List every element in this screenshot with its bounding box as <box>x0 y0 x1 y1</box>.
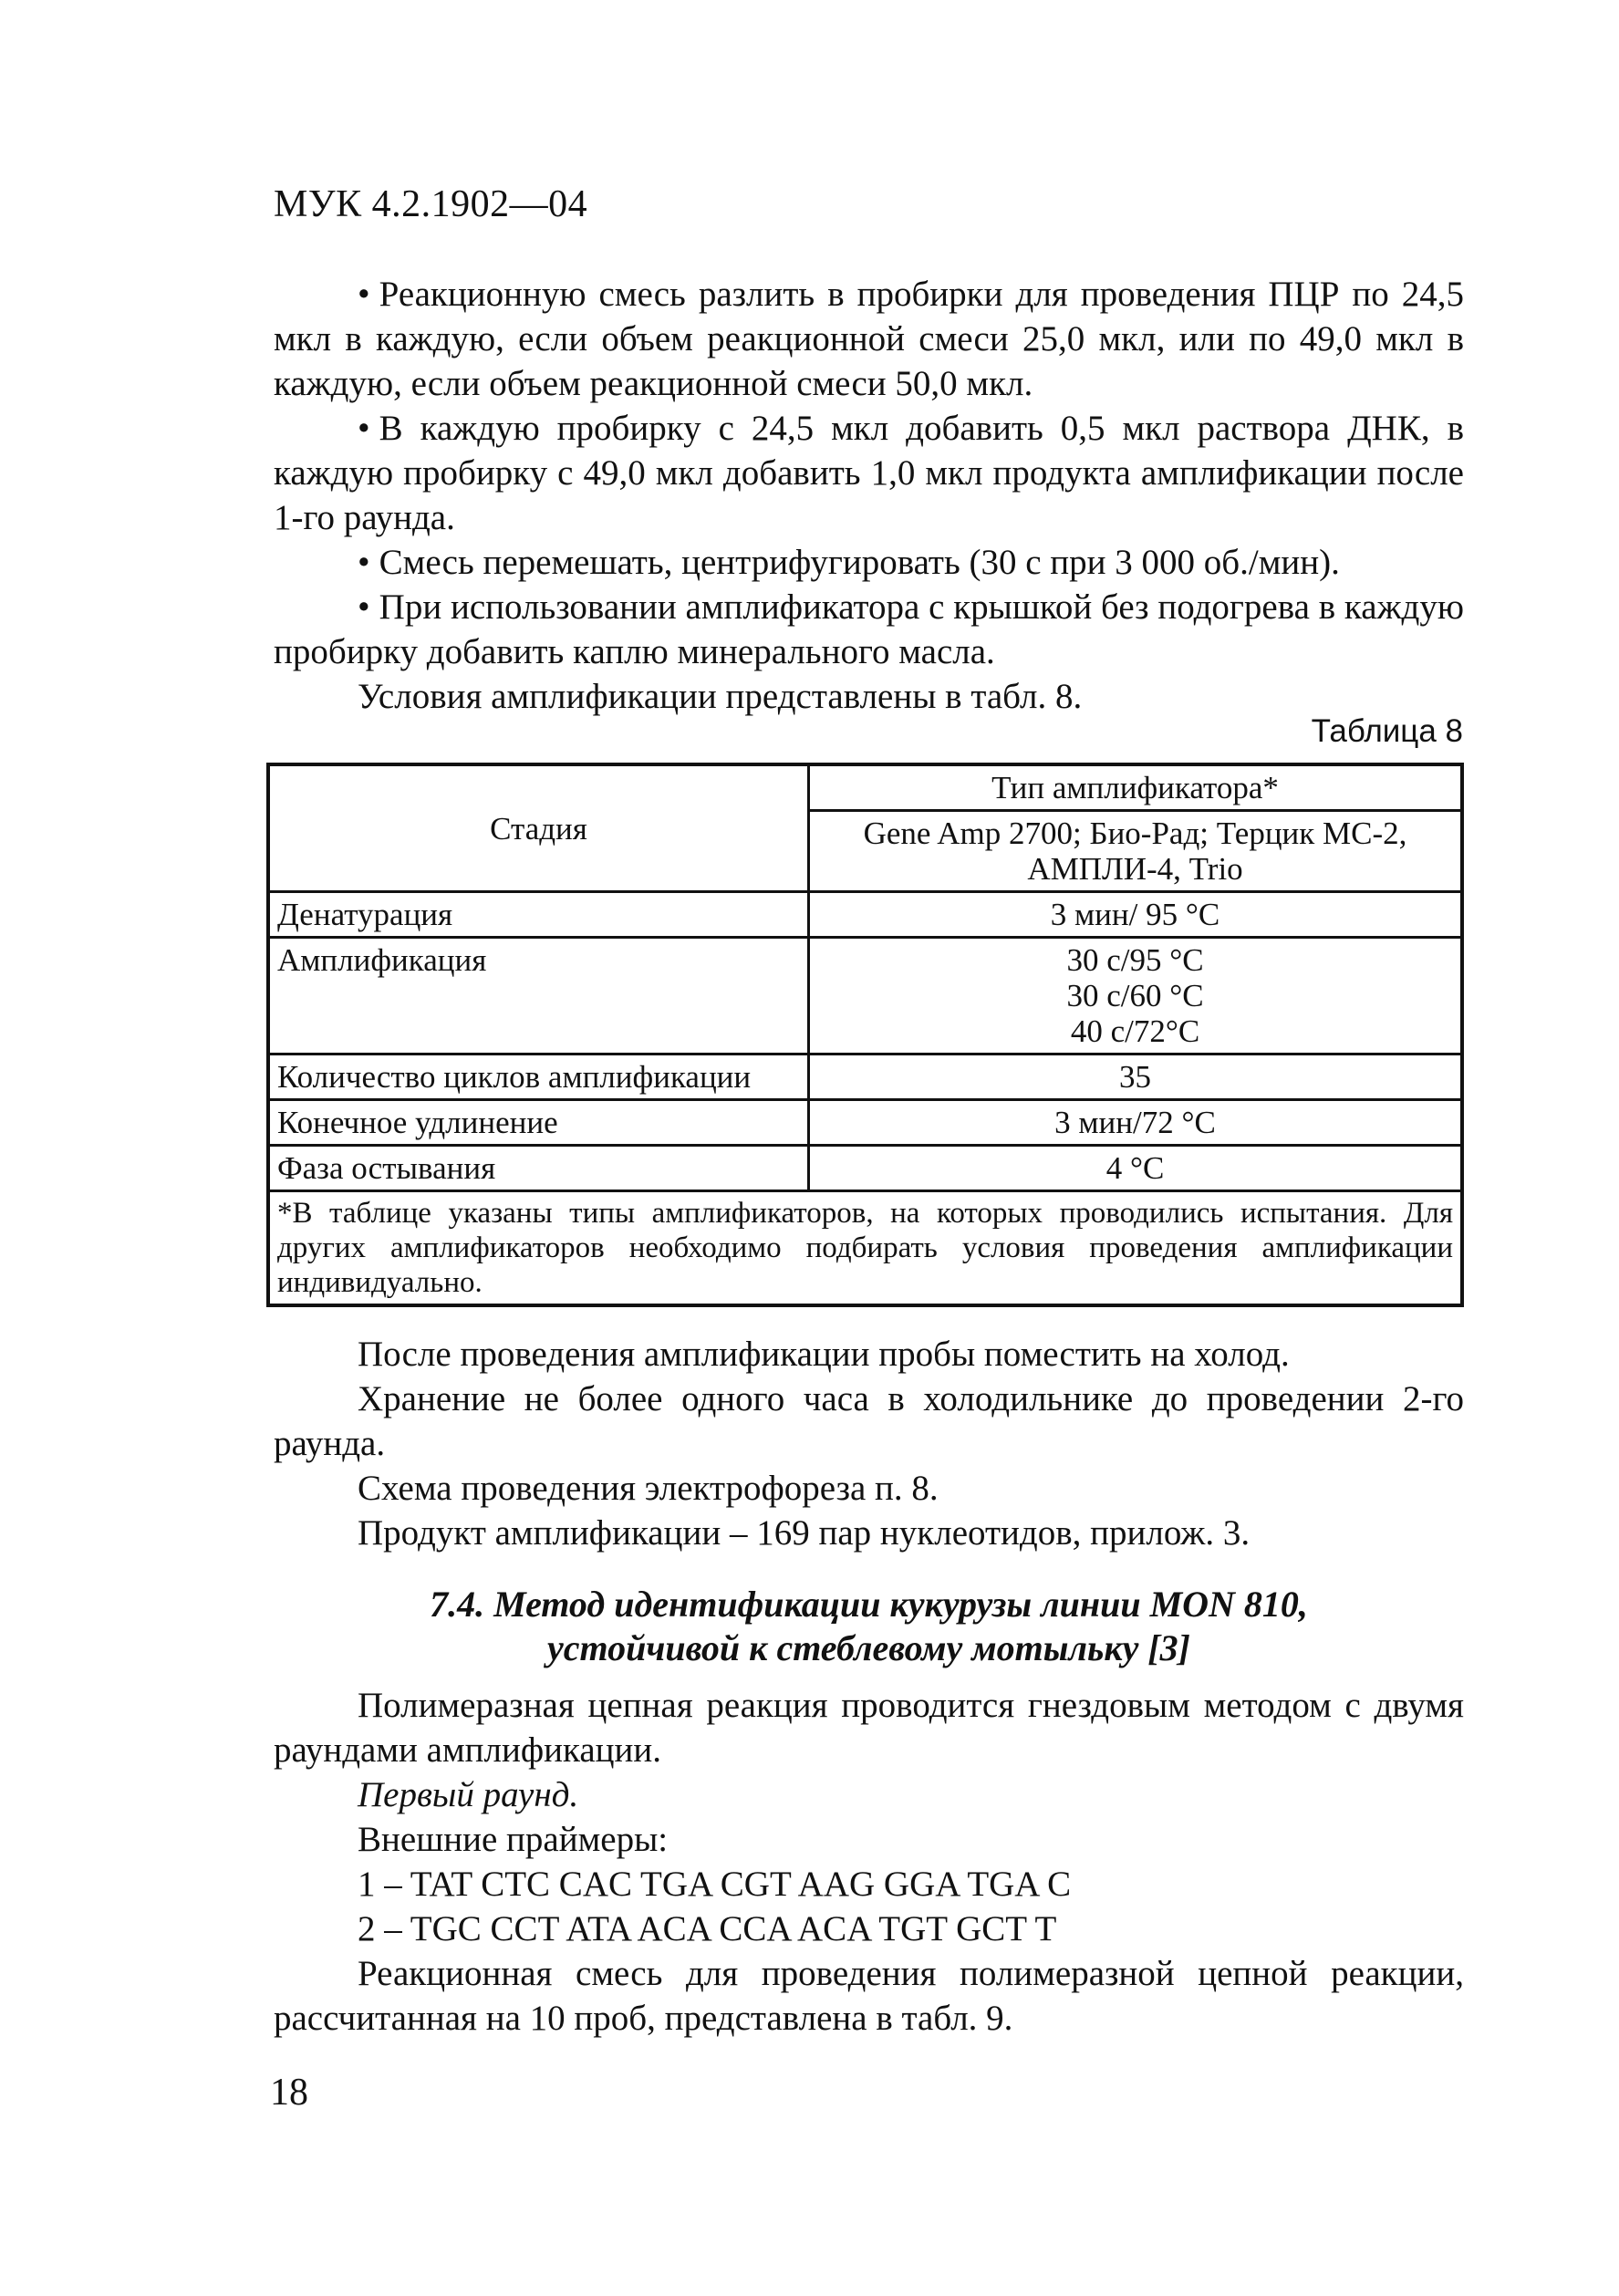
table-row <box>268 1054 1462 1100</box>
bullet-icon: • <box>358 409 370 448</box>
stage-cell: Конечное удлинение <box>268 1100 809 1146</box>
instruction-paragraph: • При использовании амплификатора с крышкой без подогрева в каждую пробирку добавить каплю минерального масла. <box>274 587 1464 671</box>
bullet-icon: • <box>358 543 370 582</box>
device-type-header: Тип амплификатора* <box>809 764 1463 811</box>
table-row <box>268 892 1462 938</box>
value-cell: 30 с/95 °С 30 с/60 °С 40 с/72°С <box>809 938 1463 1054</box>
value-cell: 3 мин/72 °С <box>809 1100 1463 1146</box>
paragraph: Хранение не более одного часа в холодильнике до проведении 2-го раунда. <box>274 1379 1464 1463</box>
paragraph: После проведения амплификации пробы поместить на холод. <box>358 1335 1290 1374</box>
table-row <box>268 1100 1462 1146</box>
document-code: МУК 4.2.1902—04 <box>274 183 588 225</box>
table-caption: Таблица 8 <box>1311 713 1463 749</box>
table-footnote: *В таблице указаны типы амплификаторов, на которых проводились испытания. Для других амплификаторов необходимо подбирать условия проведения амплификации индивидуально. <box>268 1191 1462 1306</box>
value-cell: 4 °С <box>809 1146 1463 1191</box>
primer-sequence: 2 – TGC CCT ATA ACA CCA ACA TGT GCT T <box>358 1909 1057 1948</box>
amplification-conditions-table <box>266 763 1464 1307</box>
instruction-paragraph: • Смесь перемешать, центрифугировать (30 с при 3 000 об./мин). <box>358 543 1340 582</box>
stage-cell: Амплификация <box>268 938 809 1054</box>
device-list: Gene Amp 2700; Био-Рад; Терцик МС-2, АМПЛИ-4, Trio <box>809 811 1463 892</box>
stage-cell: Количество циклов амплификации <box>268 1054 809 1100</box>
primers-label: Внешние праймеры: <box>358 1820 669 1859</box>
instruction-paragraph: • В каждую пробирку с 24,5 мкл добавить 0,5 мкл раствора ДНК, в каждую пробирку с 49,0 мкл добавить 1,0 мкл продукта амплификации после 1-го раунда. <box>274 409 1464 537</box>
closing-paragraph: Реакционная смесь для проведения полимеразной цепной реакции, рассчитанная на 10 проб, представлена в табл. 9. <box>274 1954 1464 2038</box>
primer-sequence: 1 – TAT CTC CAC TGA CGT AAG GGA TGA C <box>358 1865 1072 1904</box>
stage-cell: Денатурация <box>268 892 809 938</box>
paragraph: Продукт амплификации – 169 пар нуклеотидов, прилож. 3. <box>358 1513 1251 1553</box>
table-row <box>268 1146 1462 1191</box>
stage-cell: Фаза остывания <box>268 1146 809 1191</box>
bullet-icon: • <box>358 587 370 627</box>
round-label: Первый раунд. <box>358 1775 579 1814</box>
value-cell: 35 <box>809 1054 1463 1100</box>
instruction-paragraph: • Реакционную смесь разлить в пробирки для проведения ПЦР по 24,5 мкл в каждую, если объем реакционной смеси 25,0 мкл, или по 49,0 мкл в каждую, если объем реакционной смеси 50,0 мкл. <box>274 275 1464 403</box>
table-row <box>268 938 1462 1054</box>
value-cell: 3 мин/ 95 °С <box>809 892 1463 938</box>
paragraph: Схема проведения электрофореза п. 8. <box>358 1469 939 1508</box>
instruction-paragraph: Условия амплификации представлены в табл. 8. <box>358 677 1083 716</box>
lower-text <box>274 1332 1464 2041</box>
top-instructions <box>274 272 1464 719</box>
section-intro: Полимеразная цепная реакция проводится гнездовым методом с двумя раундами амплификации. <box>274 1686 1464 1770</box>
bullet-icon: • <box>358 275 370 314</box>
page-number: 18 <box>270 2072 308 2114</box>
stage-header: Стадия <box>268 764 809 892</box>
section-heading: 7.4. Метод идентификации кукурузы линии MON 810, устойчивой к стеблевому мотыльку [3] <box>430 1584 1308 1668</box>
